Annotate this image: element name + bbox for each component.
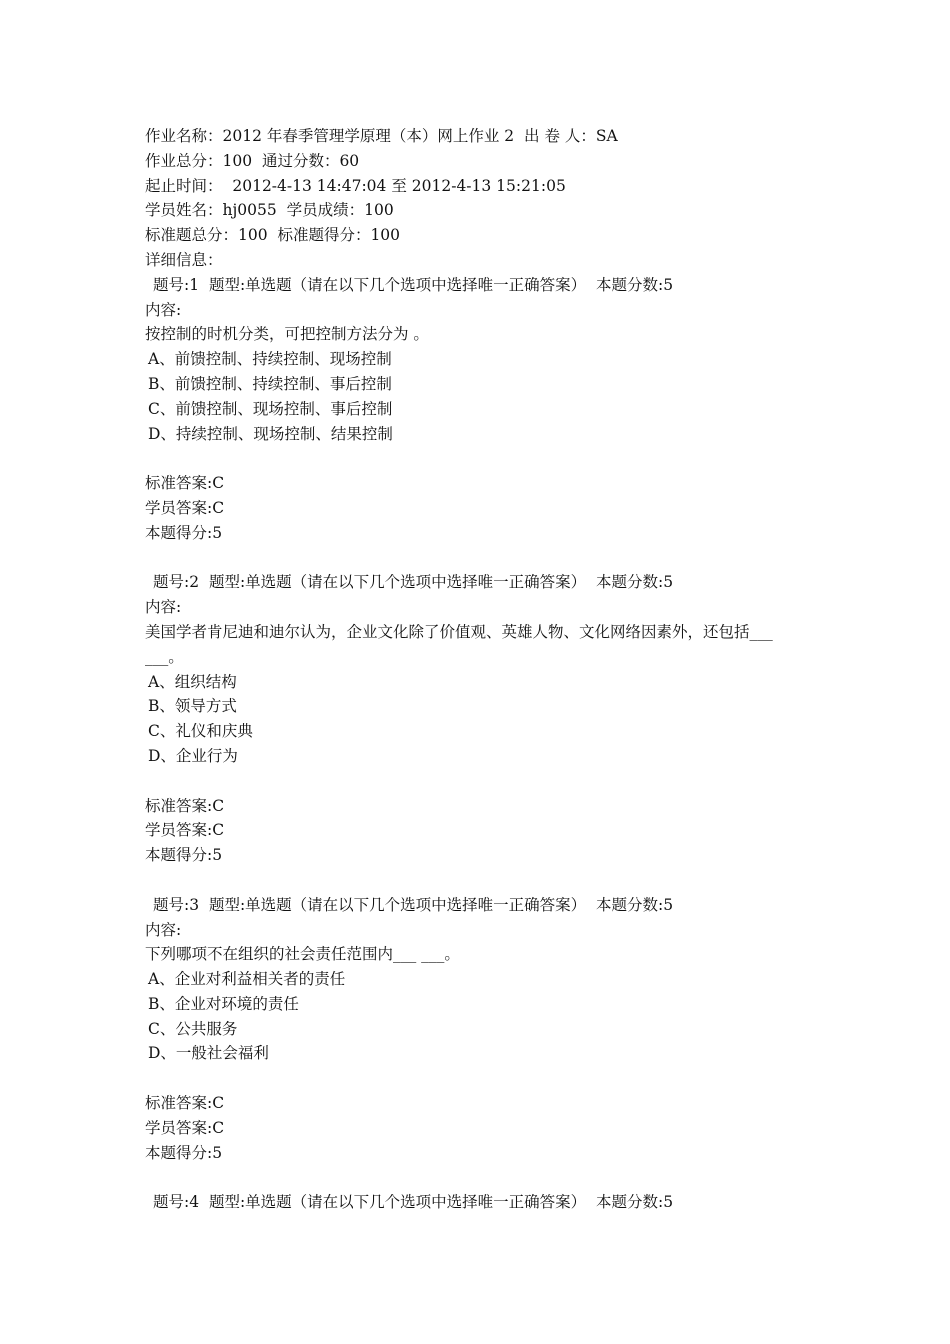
standard-scores: 标准题总分：100 标准题得分：100 [145,226,401,245]
question-header: 题号:1 题型:单选题（请在以下几个选项中选择唯一正确答案） 本题分数:5 [153,275,674,294]
option-a: A、前馈控制、持续控制、现场控制 [148,350,392,369]
spacer [145,446,815,471]
student-answer: 学员答案:C [145,1118,225,1137]
standard-answer: 标准答案:C [145,474,225,493]
option-d: D、一般社会福利 [148,1044,269,1063]
document-body [145,124,815,1215]
question-score: 本题得分:5 [145,1143,223,1162]
standard-answer: 标准答案:C [145,1094,225,1113]
details-label: 详细信息： [145,250,223,269]
question-block-3 [145,893,815,1191]
option-c: C、公共服务 [148,1019,238,1038]
content-label: 内容: [145,920,182,939]
option-a: A、企业对利益相关者的责任 [148,970,346,989]
option-d: D、持续控制、现场控制、结果控制 [148,424,393,443]
question-stem: 按控制的时机分类，可把控制方法分为 。 [145,325,429,344]
content-label: 内容: [145,598,182,617]
question-header: 题号:2 题型:单选题（请在以下几个选项中选择唯一正确答案） 本题分数:5 [153,573,674,592]
student-info: 学员姓名：hj0055 学员成绩：100 [145,201,394,220]
question-block-2 [145,570,815,892]
assignment-name: 作业名称：2012 年春季管理学原理（本）网上作业 2 出 卷 人：SA [145,127,618,145]
standard-answer: 标准答案:C [145,796,225,815]
option-c: C、礼仪和庆典 [148,722,253,741]
option-c: C、前馈控制、现场控制、事后控制 [148,399,393,418]
question-score: 本题得分:5 [145,846,223,865]
option-b: B、领导方式 [148,697,237,716]
question-stem: 美国学者肯尼迪和迪尔认为，企业文化除了价值观、英雄人物、文化网络因素外，还包括___ ___。 [145,622,773,666]
assignment-scores: 作业总分：100 通过分数：60 [145,151,360,170]
option-a: A、组织结构 [148,672,237,691]
question-header: 题号:3 题型:单选题（请在以下几个选项中选择唯一正确答案） 本题分数:5 [153,895,674,914]
question-block-1 [145,273,815,571]
spacer [145,769,815,794]
option-b: B、前馈控制、持续控制、事后控制 [148,374,392,393]
spacer [145,546,815,571]
student-answer: 学员答案:C [145,498,225,517]
assignment-time: 起止时间： 2012-4-13 14:47:04 至 2012-4-13 15:21:05 [145,176,566,195]
question-stem: 下列哪项不在组织的社会责任范围内___ ___。 [145,945,460,964]
student-answer: 学员答案:C [145,821,225,840]
option-b: B、企业对环境的责任 [148,994,299,1013]
spacer [145,1066,815,1091]
spacer [145,1165,815,1190]
content-label: 内容: [145,300,182,319]
question-score: 本题得分:5 [145,523,223,542]
question-header: 题号:4 题型:单选题（请在以下几个选项中选择唯一正确答案） 本题分数:5 [153,1193,674,1212]
spacer [145,868,815,893]
question-block-4 [145,1190,815,1215]
option-d: D、企业行为 [148,746,238,765]
